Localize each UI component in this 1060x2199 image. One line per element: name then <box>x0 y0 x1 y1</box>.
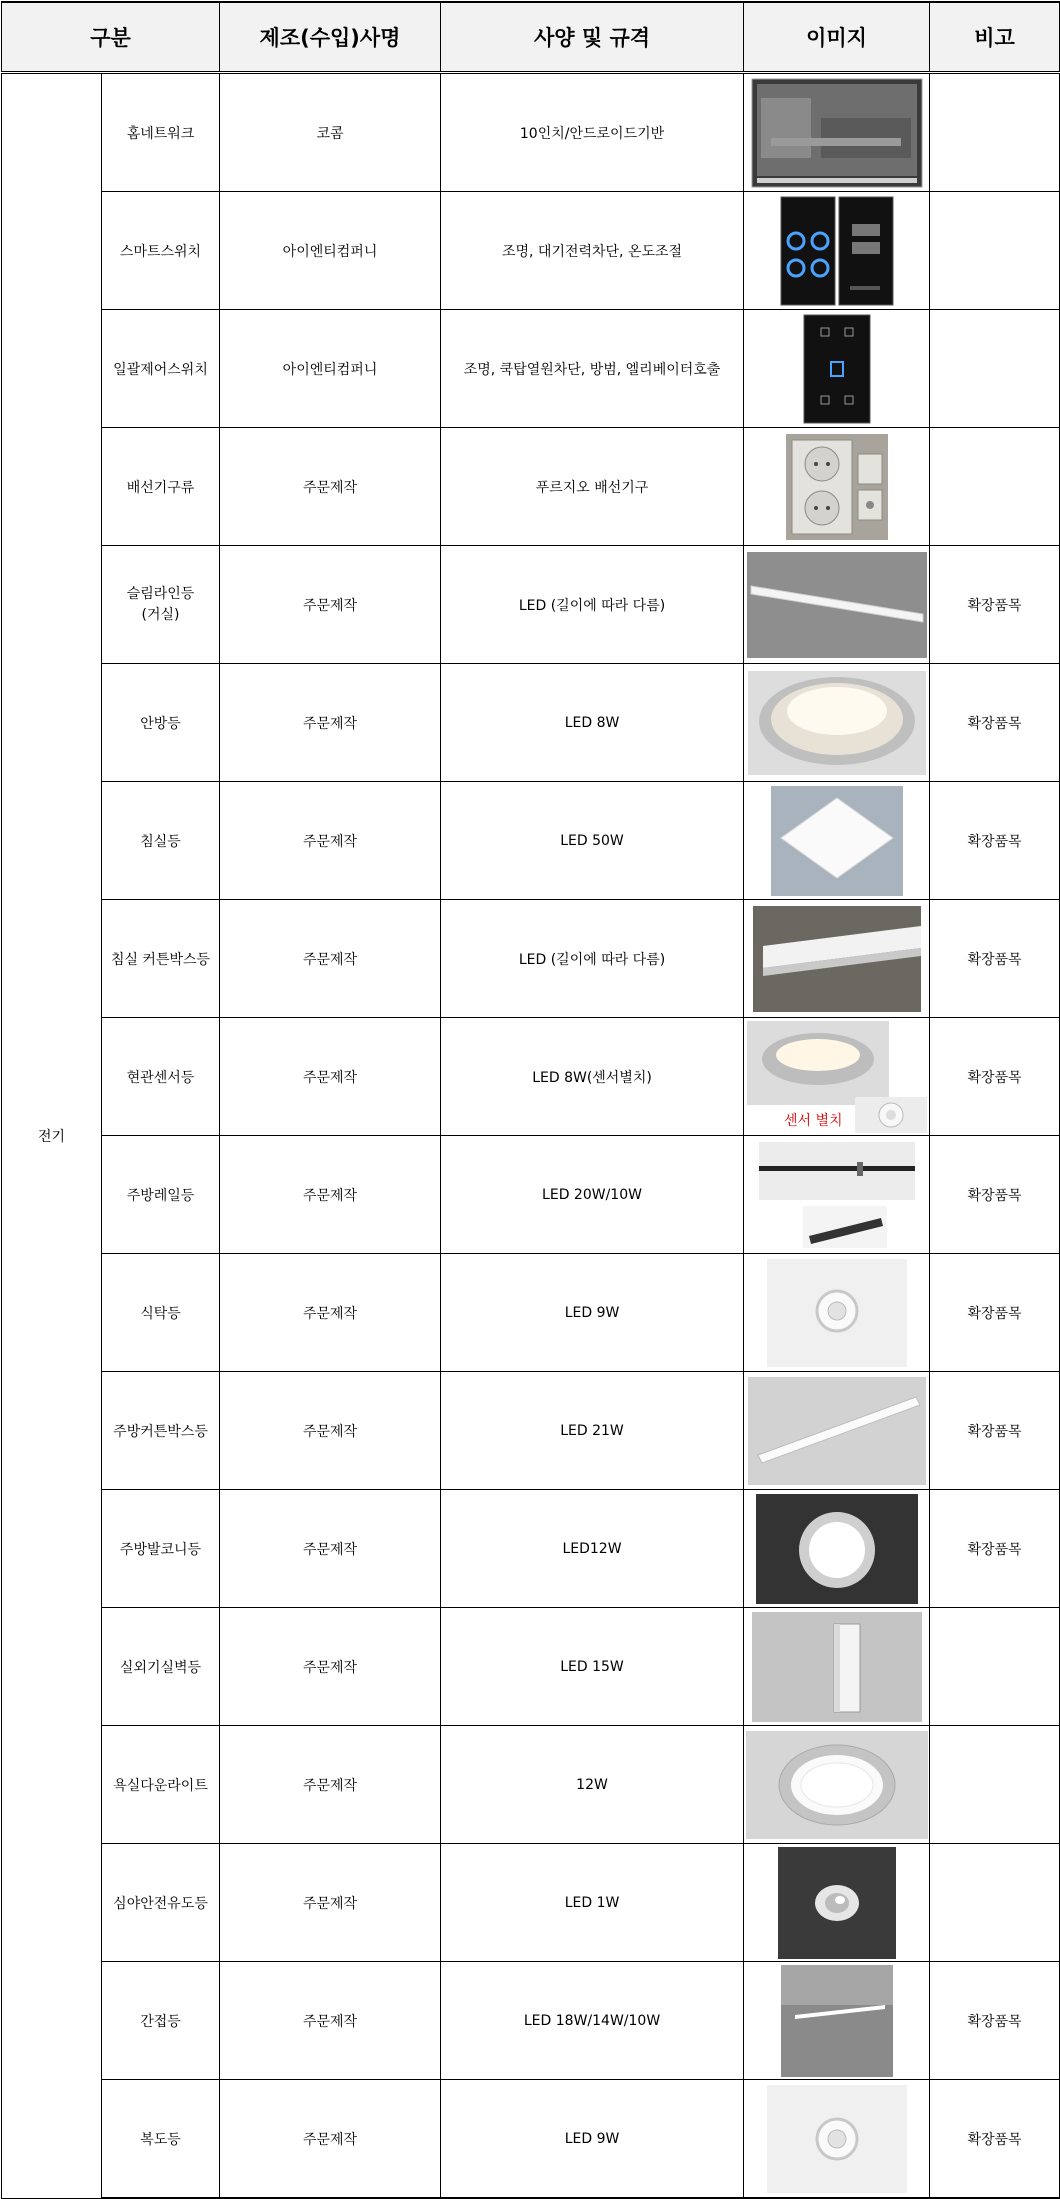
item-spec: LED (길이에 따라 다름) <box>441 546 744 664</box>
smart-switch-image <box>780 196 894 306</box>
item-name: 안방등 <box>102 664 220 782</box>
table-row <box>2 664 1060 782</box>
item-remark: 확장품목 <box>930 1018 1060 1136</box>
item-maker: 주문제작 <box>220 664 441 782</box>
table-row <box>2 428 1060 546</box>
item-name: 스마트스위치 <box>102 192 220 310</box>
header-spec: 사양 및 규격 <box>441 2 744 73</box>
item-maker: 주문제작 <box>220 1844 441 1962</box>
table-row <box>2 546 1060 664</box>
item-name: 일괄제어스위치 <box>102 310 220 428</box>
table-row <box>2 1844 1060 1962</box>
outlet-image <box>786 434 888 540</box>
item-spec: LED 50W <box>441 782 744 900</box>
item-spec: 푸르지오 배선기구 <box>441 428 744 546</box>
item-image-cell <box>744 1726 930 1844</box>
item-name: 현관센서등 <box>102 1018 220 1136</box>
table-row <box>2 2080 1060 2199</box>
item-image-cell <box>744 664 930 782</box>
header-image: 이미지 <box>744 2 930 73</box>
item-maker: 주문제작 <box>220 428 441 546</box>
item-image-cell <box>744 900 930 1018</box>
dining-light-image <box>767 1259 907 1367</box>
item-name-line2: (거실) <box>141 606 180 623</box>
flat-panel-light-image <box>771 786 903 896</box>
item-name: 주방레일등 <box>102 1136 220 1254</box>
item-maker: 주문제작 <box>220 782 441 900</box>
table-row <box>2 192 1060 310</box>
item-maker: 주문제작 <box>220 1254 441 1372</box>
table-row <box>2 1490 1060 1608</box>
item-maker: 주문제작 <box>220 1608 441 1726</box>
header-row <box>2 2 1060 73</box>
item-image-cell <box>744 192 930 310</box>
item-remark <box>930 1608 1060 1726</box>
item-maker: 주문제작 <box>220 900 441 1018</box>
item-remark <box>930 73 1060 192</box>
wall-pad-image <box>751 78 923 188</box>
item-name <box>102 546 220 664</box>
item-remark: 확장품목 <box>930 664 1060 782</box>
night-guide-light-image <box>778 1847 896 1959</box>
item-remark: 확장품목 <box>930 782 1060 900</box>
table-row <box>2 1726 1060 1844</box>
item-spec: LED 20W/10W <box>441 1136 744 1254</box>
table-row <box>2 1136 1060 1254</box>
table-row <box>2 1372 1060 1490</box>
slim-line-light-image <box>747 552 927 658</box>
item-name: 복도등 <box>102 2080 220 2199</box>
item-maker: 코콤 <box>220 73 441 192</box>
table-row <box>2 1254 1060 1372</box>
table-row <box>2 900 1060 1018</box>
item-spec: LED 9W <box>441 2080 744 2199</box>
indirect-light-image <box>781 1965 893 2077</box>
item-maker: 주문제작 <box>220 1018 441 1136</box>
table-row <box>2 310 1060 428</box>
item-remark: 확장품목 <box>930 1372 1060 1490</box>
item-spec: LED 8W(센서별치) <box>441 1018 744 1136</box>
item-name: 침실등 <box>102 782 220 900</box>
item-spec: LED 18W/14W/10W <box>441 1962 744 2080</box>
item-maker: 주문제작 <box>220 1372 441 1490</box>
main-category-cell: 전기 <box>2 73 102 2199</box>
item-name: 실외기실벽등 <box>102 1608 220 1726</box>
item-name: 욕실다운라이트 <box>102 1726 220 1844</box>
table-row <box>2 1608 1060 1726</box>
kitchen-curtain-light-image <box>748 1377 926 1485</box>
item-remark: 확장품목 <box>930 1490 1060 1608</box>
item-maker: 주문제작 <box>220 1490 441 1608</box>
table-row <box>2 782 1060 900</box>
header-maker: 제조(수입)사명 <box>220 2 441 73</box>
item-remark: 확장품목 <box>930 2080 1060 2199</box>
header-remark: 비고 <box>930 2 1060 73</box>
item-maker: 주문제작 <box>220 1962 441 2080</box>
item-remark: 확장품목 <box>930 546 1060 664</box>
item-remark <box>930 428 1060 546</box>
item-maker: 주문제작 <box>220 1136 441 1254</box>
spec-table <box>1 1 1060 2199</box>
item-name: 심야안전유도등 <box>102 1844 220 1962</box>
item-spec: 조명, 대기전력차단, 온도조절 <box>441 192 744 310</box>
item-image-cell <box>744 2080 930 2199</box>
item-image-cell <box>744 546 930 664</box>
item-name: 배선기구류 <box>102 428 220 546</box>
item-image-cell <box>744 782 930 900</box>
downlight-image <box>748 671 926 775</box>
item-name: 간접등 <box>102 1962 220 2080</box>
item-image-cell <box>744 1372 930 1490</box>
item-name: 홈네트워크 <box>102 73 220 192</box>
item-spec: LED 8W <box>441 664 744 782</box>
item-name: 주방커튼박스등 <box>102 1372 220 1490</box>
item-maker: 주문제작 <box>220 1726 441 1844</box>
item-image-cell <box>744 73 930 192</box>
item-image-cell <box>744 428 930 546</box>
item-image-cell <box>744 310 930 428</box>
item-image-cell <box>744 1490 930 1608</box>
item-remark: 확장품목 <box>930 1962 1060 2080</box>
curtain-box-light-image <box>753 906 921 1012</box>
item-remark <box>930 1726 1060 1844</box>
table-row <box>2 1018 1060 1136</box>
table-row <box>2 73 1060 192</box>
item-name: 침실 커튼박스등 <box>102 900 220 1018</box>
balcony-light-image <box>756 1494 918 1604</box>
corridor-light-image <box>767 2085 907 2193</box>
item-spec: LED12W <box>441 1490 744 1608</box>
item-spec: 10인치/안드로이드기반 <box>441 73 744 192</box>
item-spec: LED 21W <box>441 1372 744 1490</box>
item-remark <box>930 310 1060 428</box>
item-spec: LED (길이에 따라 다름) <box>441 900 744 1018</box>
master-switch-image <box>803 314 871 424</box>
item-image-cell <box>744 1962 930 2080</box>
item-name-line1: 슬림라인등 <box>126 586 195 603</box>
item-image-cell <box>744 1254 930 1372</box>
bath-downlight-image <box>746 1731 928 1839</box>
item-spec: LED 9W <box>441 1254 744 1372</box>
header-category: 구분 <box>2 2 220 73</box>
item-image-cell <box>744 1608 930 1726</box>
item-spec: 12W <box>441 1726 744 1844</box>
item-maker: 아이엔티컴퍼니 <box>220 192 441 310</box>
item-remark: 확장품목 <box>930 900 1060 1018</box>
sensor-caption: 센서 별치 <box>784 1113 843 1129</box>
item-spec: LED 15W <box>441 1608 744 1726</box>
wall-light-image <box>752 1612 922 1722</box>
item-maker: 주문제작 <box>220 2080 441 2199</box>
item-remark: 확장품목 <box>930 1136 1060 1254</box>
item-image-cell <box>744 1844 930 1962</box>
item-remark: 확장품목 <box>930 1254 1060 1372</box>
item-name: 식탁등 <box>102 1254 220 1372</box>
rail-light-image <box>757 1140 917 1250</box>
item-maker: 아이엔티컴퍼니 <box>220 310 441 428</box>
table-row <box>2 1962 1060 2080</box>
item-remark <box>930 192 1060 310</box>
item-maker: 주문제작 <box>220 546 441 664</box>
item-image-cell <box>744 1018 930 1136</box>
item-remark <box>930 1844 1060 1962</box>
item-name: 주방발코니등 <box>102 1490 220 1608</box>
item-spec: LED 1W <box>441 1844 744 1962</box>
item-image-cell <box>744 1136 930 1254</box>
item-spec: 조명, 쿡탑열원차단, 방범, 엘리베이터호출 <box>441 310 744 428</box>
